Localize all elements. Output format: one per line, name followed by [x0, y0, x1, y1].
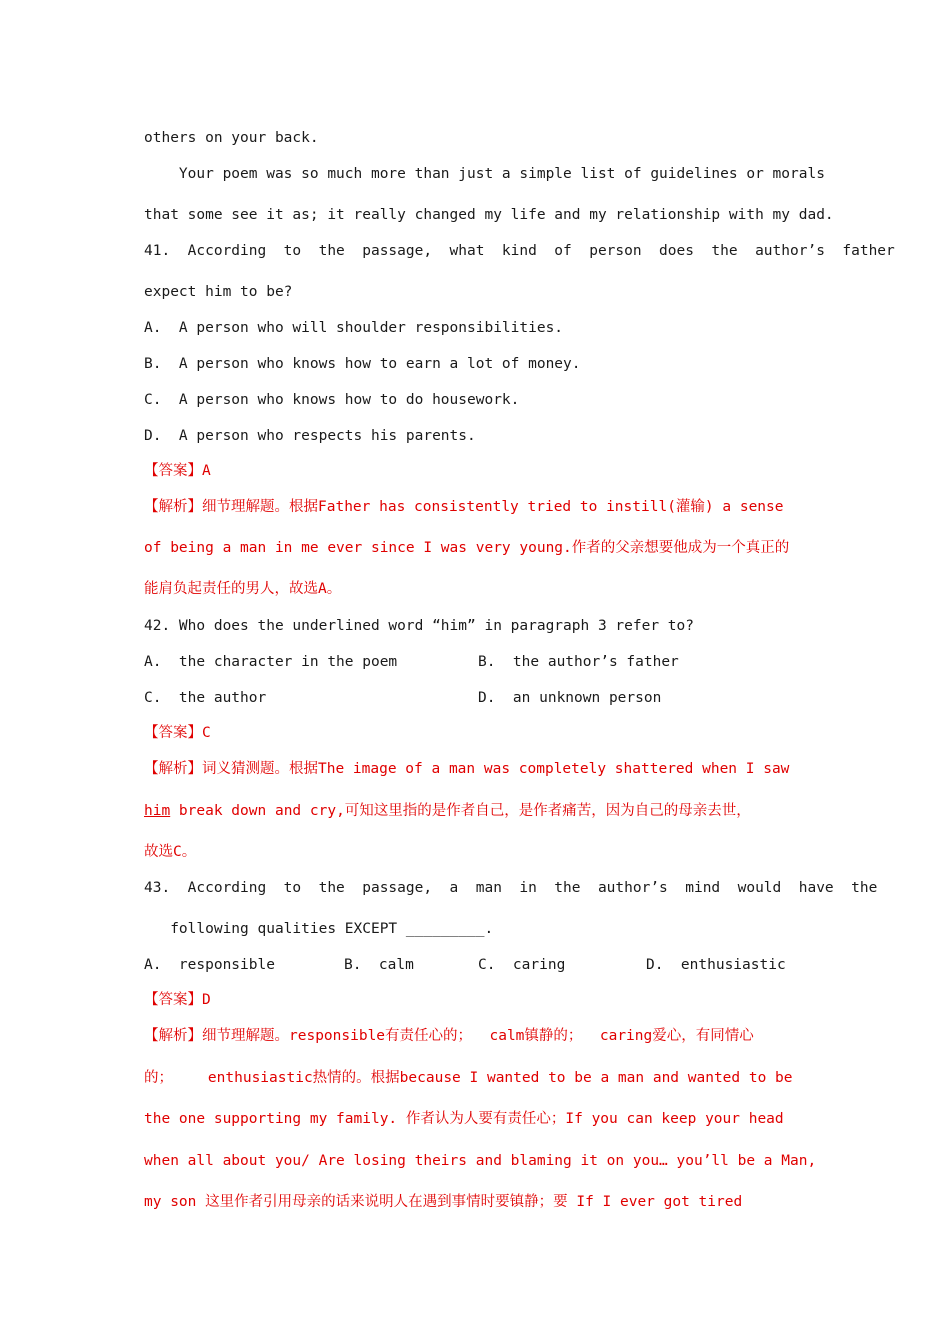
analysis-41: 【解析】细节理解题。根据Father has consistently tried to instill(灌输) a sense [144, 499, 784, 515]
option-b: B. the author’s father [478, 654, 679, 670]
option-d: D. an unknown person [478, 690, 662, 706]
answer-43: 【答案】D [144, 992, 211, 1008]
analysis-42: 故选C。 [144, 844, 197, 860]
option-c: C. the author [144, 690, 267, 706]
passage-line: others on your back. [144, 130, 319, 146]
option-a: A. A person who will shoulder responsibilities. [144, 320, 564, 336]
passage-line: that some see it as; it really changed my life and my relationship with my dad. [144, 207, 834, 223]
option-a: A. responsible [144, 957, 275, 973]
option-c: C. caring [478, 957, 566, 973]
analysis-41: of being a man in me ever since I was very young.作者的父亲想要他成为一个真正的 [144, 540, 790, 556]
option-d: D. A person who respects his parents. [144, 428, 476, 444]
question-43-cont: following qualities EXCEPT _________. [144, 921, 494, 937]
underlined-word: him [144, 803, 171, 819]
analysis-42 [144, 801, 751, 821]
question-43: 43. According to the passage, a man in the author’s mind would have the [144, 880, 878, 896]
question-41-cont: expect him to be? [144, 284, 293, 300]
analysis-43: the one supporting my family. 作者认为人要有责任心；If you can keep your head [144, 1111, 784, 1127]
analysis-43: my son 这里作者引用母亲的话来说明人在遇到事情时要镇静；要 If I ever got tired [144, 1194, 743, 1210]
passage-line: Your poem was so much more than just a simple list of guidelines or morals [144, 166, 825, 182]
analysis-42: 【解析】词义猜测题。根据The image of a man was completely shattered when I saw [144, 761, 790, 777]
answer-41: 【答案】A [144, 463, 211, 479]
option-b: B. calm [344, 957, 414, 973]
option-d: D. enthusiastic [646, 957, 786, 973]
analysis-43: when all about you/ Are losing theirs and blaming it on you… you’ll be a Man, [144, 1153, 817, 1169]
question-42: 42. Who does the underlined word “him” in paragraph 3 refer to? [144, 618, 694, 634]
analysis-41: 能肩负起责任的男人，故选A。 [144, 581, 342, 597]
question-41: 41. According to the passage, what kind of person does the author’s father [144, 243, 895, 259]
analysis-43: 【解析】细节理解题。responsible有责任心的； calm镇静的； caring爱心，有同情心 [144, 1028, 754, 1044]
answer-42: 【答案】C [144, 725, 211, 741]
option-a: A. the character in the poem [144, 654, 398, 670]
analysis-43: 的； enthusiastic热情的。根据because I wanted to be a man and wanted to be [144, 1070, 793, 1086]
analysis-text: break down and cry,可知这里指的是作者自己，是作者痛苦，因为自己的母亲去世， [170, 803, 751, 819]
option-c: C. A person who knows how to do housework. [144, 392, 520, 408]
option-b: B. A person who knows how to earn a lot of money. [144, 356, 581, 372]
